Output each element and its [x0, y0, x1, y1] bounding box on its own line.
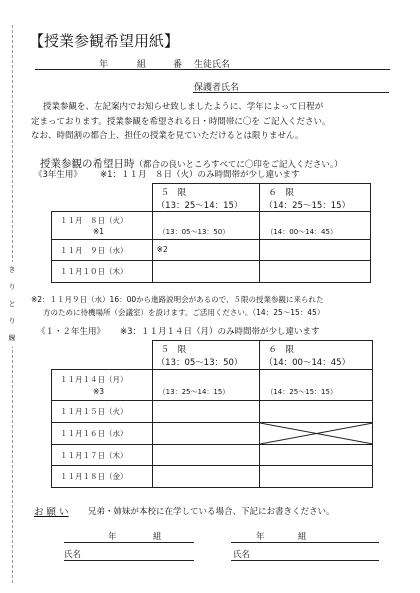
- date-cell: [52, 370, 153, 401]
- date-label: １１月１５日（火）: [60, 407, 128, 416]
- grade3-table: [51, 183, 371, 283]
- date-cell: [52, 401, 153, 423]
- col5-time: （13：05～13：50）: [156, 358, 243, 368]
- slot-6-cell[interactable]: [260, 401, 373, 423]
- table-row: [52, 212, 371, 240]
- section-heading-note: （都合の良いところすべてに〇印をご記入ください。）: [134, 160, 343, 170]
- date-label: １１月 ８日（火）: [60, 216, 128, 225]
- grade3-col6-header: [260, 184, 371, 212]
- table-row: [52, 401, 373, 423]
- header-ban: 番: [173, 60, 183, 70]
- date-cell: [52, 261, 153, 283]
- slot-5-cell[interactable]: [152, 240, 260, 261]
- sibling2-class-line: [231, 542, 379, 543]
- sibling2-kumi: 組: [298, 532, 307, 542]
- table-row: [52, 240, 371, 261]
- grade3-col5-header: [152, 184, 260, 212]
- student-name-label: 生徒氏名: [194, 60, 231, 70]
- slot-6-cell[interactable]: [260, 370, 373, 401]
- grade12-note: ※3：１１月１４日（月）のみ時間帯が少し違います: [120, 327, 320, 337]
- slot-5-cell[interactable]: [152, 466, 260, 488]
- date-label: １１月１４日（月）: [60, 375, 128, 384]
- guardian-name-label: 保護者氏名: [194, 83, 240, 93]
- slot-time-note: （13：25～14：15）: [158, 388, 230, 396]
- table-row: [52, 341, 373, 370]
- table-row: [52, 184, 371, 212]
- col5-label: ５ 限: [160, 345, 187, 355]
- date-label: １１月１７日（木）: [60, 451, 128, 460]
- table-row: [52, 466, 373, 488]
- sibling1-class-line: [64, 542, 194, 543]
- slot-time-note: （13：05～13：50）: [158, 228, 230, 236]
- slot-mark: ※2: [156, 245, 168, 254]
- grade12-table: [51, 340, 373, 488]
- header-kumi: 組: [137, 60, 147, 70]
- section-heading-text: 授業参観の希望日時: [40, 158, 135, 170]
- slot-5-cell[interactable]: [152, 445, 260, 466]
- date-label: １１月１６日（水）: [60, 429, 128, 438]
- request-label: お 願 い: [34, 507, 69, 518]
- cross-out-mark: [260, 423, 373, 444]
- slot-5-cell[interactable]: [152, 370, 260, 401]
- grade3-note: ※1：１１月 ８日（火）のみ時間帯が少し違います: [100, 170, 300, 180]
- date-mark: ※1: [93, 227, 105, 236]
- sibling1-kumi: 組: [153, 532, 162, 542]
- slot-5-cell[interactable]: [152, 401, 260, 423]
- grade12-col6-header: [260, 341, 373, 370]
- date-label: １１月 ９日（水）: [60, 246, 128, 255]
- col5-label: ５ 限: [160, 188, 187, 198]
- sibling1-nen: 年: [108, 532, 117, 542]
- slot-5-cell[interactable]: [152, 261, 260, 283]
- date-label: １１月１０日（木）: [60, 267, 128, 276]
- sibling2-name-line: [231, 560, 379, 561]
- table-row: [52, 261, 371, 283]
- intro-line-1: 授業参観を、左記案内でお知らせ致しましたように、学年によって日程が: [43, 102, 324, 112]
- grade3-heading: 《3年生用》: [34, 170, 82, 180]
- slot-time-note: （14：00～14：45）: [266, 228, 337, 236]
- cut-line-label: き り と り 線: [5, 262, 19, 347]
- intro-line-2: 定まっております。授業参観を希望される日・時間帯に〇を ご記入ください。: [31, 117, 331, 127]
- sibling1-name-label: 氏名: [64, 550, 82, 560]
- form-title: 【授業参観希望用紙】: [29, 32, 180, 50]
- guardian-line: [193, 92, 389, 93]
- col6-label: ６ 限: [268, 188, 294, 198]
- date-cell: [52, 466, 153, 488]
- date-cell: [52, 212, 153, 240]
- table-row: [52, 445, 373, 466]
- table-row: [52, 423, 373, 445]
- slot-5-cell[interactable]: [152, 212, 260, 240]
- date-cell: [52, 423, 153, 445]
- col6-label: ６ 限: [268, 345, 294, 355]
- sibling2-name-label: 氏名: [233, 550, 251, 560]
- col6-time: （14：00～14：45）: [264, 358, 351, 368]
- slot-6-cell[interactable]: [260, 261, 371, 283]
- col5-time: （13：25～14：15）: [156, 201, 243, 211]
- grade12-col5-header: [152, 341, 260, 370]
- slot-6-cell[interactable]: [260, 466, 373, 488]
- grade12-heading: 《１・２年生用》: [37, 327, 106, 337]
- slot-6-cell[interactable]: [260, 212, 371, 240]
- col6-time: （14：25～15：15）: [264, 201, 351, 211]
- slot-6-unavailable: [260, 423, 373, 445]
- request-text: 兄弟・姉妹が本校に在学している場合、下記にお書きください。: [88, 507, 335, 517]
- intro-line-3: なお、時間割の都合上、担任の授業を見ていただけるとは限りません。: [31, 131, 304, 141]
- slot-6-cell[interactable]: [260, 445, 373, 466]
- sibling1-name-line: [64, 560, 194, 561]
- header-nen: 年: [99, 60, 109, 70]
- grade3-footnote-2: 方のために待機場所（会議室）を設けます。ご活用ください。（14：25～15：45）: [43, 308, 325, 317]
- slot-6-cell[interactable]: [260, 240, 371, 261]
- table-row: [52, 370, 373, 401]
- sibling2-nen: 年: [256, 532, 265, 542]
- date-mark: ※3: [93, 387, 105, 396]
- slot-5-cell[interactable]: [152, 423, 260, 445]
- date-cell: [52, 240, 153, 261]
- date-cell: [52, 445, 153, 466]
- date-label: １１月１８日（金）: [60, 472, 128, 481]
- grade3-footnote-1: ※2：１１月９日（水）16：00から進路説明会があるので、５限の授業参観に来られた: [31, 295, 324, 304]
- slot-time-note: （14：25～15：15）: [266, 388, 337, 396]
- student-line: [35, 69, 390, 70]
